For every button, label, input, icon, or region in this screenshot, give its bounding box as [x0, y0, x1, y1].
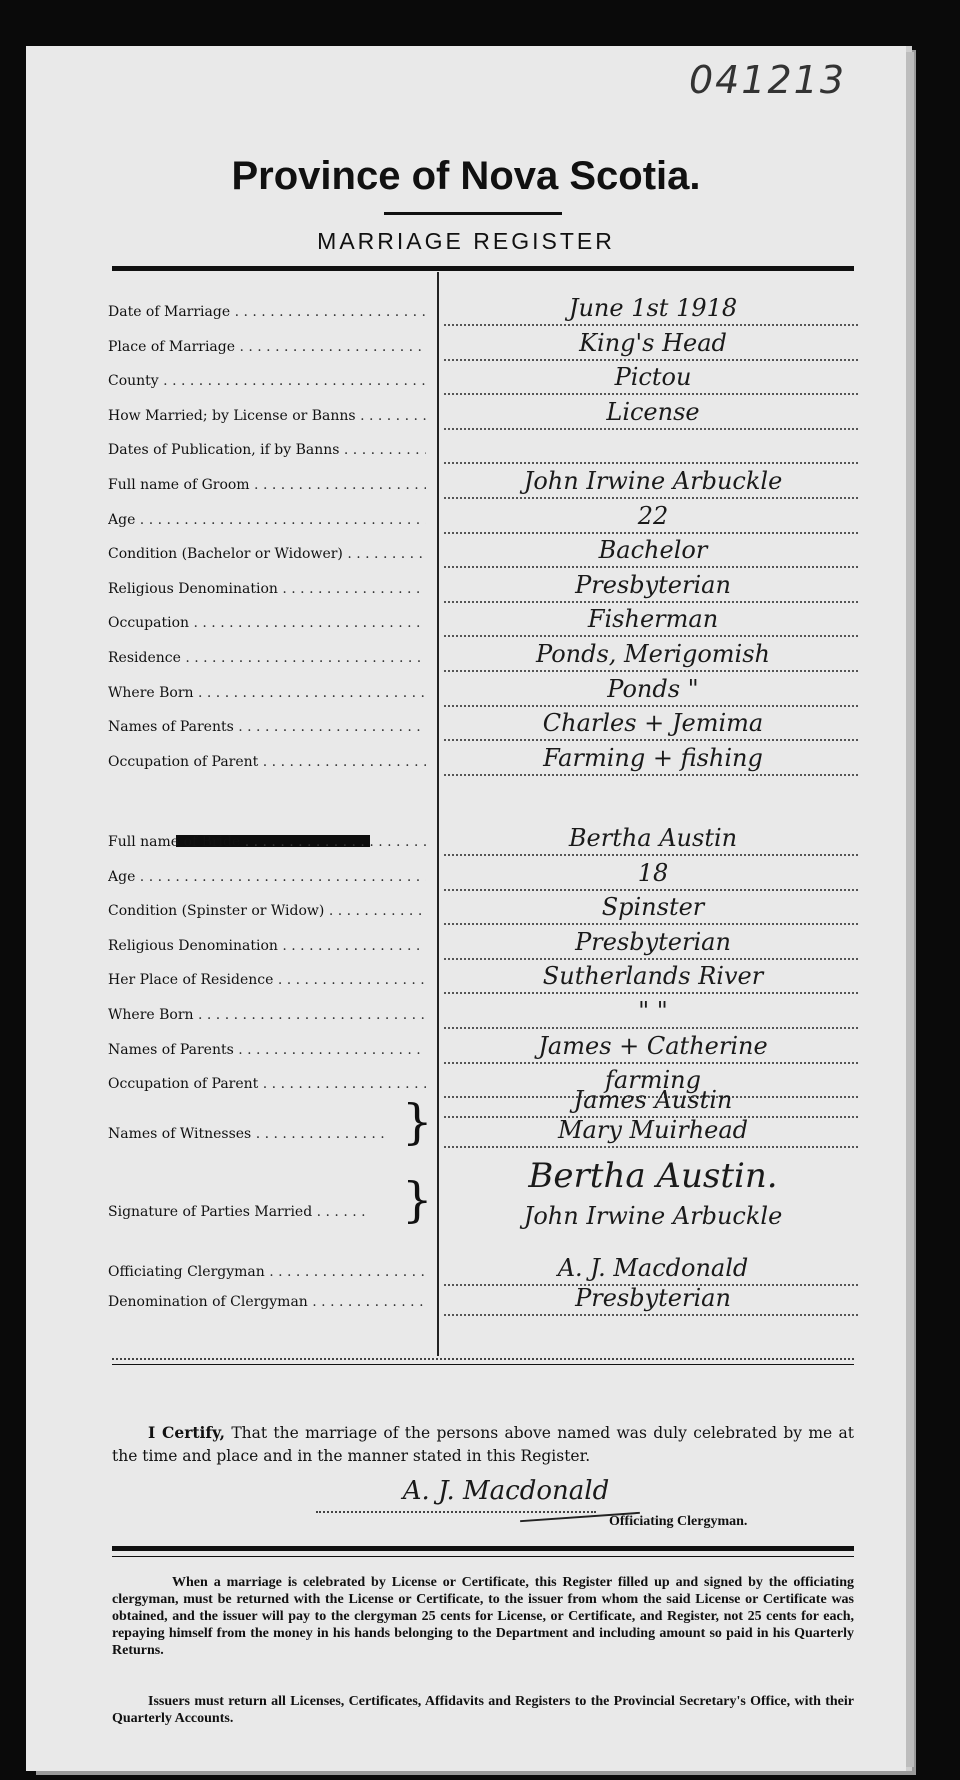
- dotted-line: [444, 739, 858, 741]
- document-subtitle: MARRIAGE REGISTER: [317, 228, 615, 254]
- field-row: [26, 536, 906, 572]
- field-row: [26, 858, 906, 895]
- field-value: James + Catherine: [538, 1031, 768, 1060]
- field-label: Place of Marriage . . .: [108, 339, 426, 355]
- dotted-line: [444, 393, 858, 395]
- field-value: Presbyterian: [575, 1284, 731, 1312]
- dotted-line: [444, 923, 858, 925]
- dotted-line: [444, 601, 858, 603]
- field-row: [26, 962, 906, 998]
- field-value: James Austin: [573, 1086, 733, 1114]
- field-row: [26, 640, 906, 676]
- dotted-line: [444, 462, 858, 464]
- notice-paragraph-2: Issuers must return all Licenses, Certificates, Affidavits and Registers to the Provincial Secretary's Office, with their Quarterly Accounts.: [112, 1694, 854, 1726]
- field-value: June 1st 1918: [568, 294, 738, 322]
- field-value: Ponds ": [607, 674, 699, 703]
- field-label: Dates of Publication, if by Banns . . .: [108, 442, 426, 458]
- field-value: Ponds, Merigomish: [536, 640, 770, 668]
- field-row: [26, 743, 906, 780]
- field-value: Sutherlands River: [542, 962, 764, 991]
- field-value: Farming + fishing: [543, 743, 763, 772]
- title-rule: [384, 212, 562, 215]
- certify-lead: I Certify,: [148, 1423, 226, 1442]
- field-row: [26, 1031, 906, 1068]
- field-label: Occupation . . .: [108, 615, 426, 631]
- dotted-line: [444, 497, 858, 499]
- field-row: [26, 893, 906, 929]
- dotted-line: [444, 958, 858, 960]
- signature-1-row: [26, 1156, 906, 1196]
- notice-paragraph-1: When a marriage is celebrated by License or Certificate, this Register filled up and signed by the officiating clergyman, must be returned with the License or Certificate, to the issuer from whom the said License or Certificate was obtained, and the issuer will pay to the clergyman 25 cents for License, or Certificate, and Register, not 25 cents for each, repaying himself from the money in his hands belonging to the Department and including amount so paid in his Quarterly Returns.: [112, 1575, 854, 1658]
- field-label: Religious Denomination . . .: [108, 938, 426, 954]
- field-value: John Irwine Arbuckle: [523, 1202, 783, 1230]
- dotted-line: [444, 566, 858, 568]
- field-label: Occupation of Parent . . .: [108, 754, 426, 770]
- dotted-line: [444, 992, 858, 994]
- dotted-line: [444, 670, 858, 672]
- clergyman-signature: A. J. Macdonald: [402, 1476, 610, 1506]
- field-row: [26, 363, 906, 399]
- dotted-line: [444, 532, 858, 534]
- field-label: Names of Witnesses . . .: [108, 1126, 388, 1142]
- field-label: County . . .: [108, 373, 426, 389]
- witness-2-row: [26, 1116, 906, 1152]
- field-label: Officiating Clergyman . . .: [108, 1264, 426, 1280]
- field-row: [26, 438, 906, 468]
- field-row: [26, 605, 906, 641]
- field-label: Where Born . . .: [108, 1007, 426, 1023]
- field-label: Occupation of Parent . . .: [108, 1076, 426, 1092]
- section-dotted-rule: [112, 1358, 854, 1360]
- dotted-line: [444, 359, 858, 361]
- field-value: Charles + Jemima: [542, 709, 764, 738]
- field-row: [26, 328, 906, 365]
- dotted-line: [444, 1062, 858, 1064]
- register-sheet: [26, 46, 906, 1771]
- field-value: Presbyterian: [575, 570, 731, 599]
- document-title: Province of Nova Scotia.: [231, 154, 701, 198]
- issuer-instructions: [112, 1693, 854, 1727]
- field-row: [26, 997, 906, 1033]
- field-value: Bachelor: [598, 536, 708, 565]
- signature-2-row: [26, 1202, 906, 1238]
- field-label: Signature of Parties Married . . .: [108, 1204, 370, 1220]
- field-label: Her Place of Residence . . .: [108, 972, 426, 988]
- field-value: " ": [638, 997, 668, 1025]
- field-label: Names of Parents . . .: [108, 1042, 426, 1058]
- signature-dotted-line: [316, 1511, 596, 1513]
- dotted-line: [444, 1146, 858, 1148]
- field-value: King's Head: [579, 328, 727, 357]
- dotted-line: [444, 635, 858, 637]
- field-value: Bertha Austin.: [528, 1156, 778, 1196]
- signature-brace: }: [402, 1172, 433, 1228]
- dotted-line: [444, 1314, 858, 1316]
- field-label: Age . . .: [108, 512, 426, 528]
- field-label: Denomination of Clergyman . . .: [108, 1294, 426, 1310]
- officiating-clergyman-label: Officiating Clergyman.: [609, 1514, 748, 1529]
- field-value: Presbyterian: [575, 927, 731, 956]
- field-label: Age . . .: [108, 869, 426, 885]
- field-label: Full name of Groom . . .: [108, 477, 426, 493]
- field-value: Fisherman: [587, 605, 719, 634]
- clergy-denomination-row: [26, 1284, 906, 1320]
- field-value: License: [606, 397, 700, 426]
- field-value: 22: [637, 501, 669, 530]
- field-value: Mary Muirhead: [557, 1116, 749, 1144]
- dotted-line: [444, 854, 858, 856]
- page-edge: [906, 52, 914, 1767]
- field-value: Spinster: [601, 893, 705, 922]
- field-label: Where Born . . .: [108, 685, 426, 701]
- dotted-line: [444, 889, 858, 891]
- field-value: Pictou: [614, 363, 692, 392]
- field-row: [26, 927, 906, 964]
- header-rule: [112, 266, 854, 271]
- field-value: farming: [605, 1066, 701, 1095]
- field-label: Date of Marriage . . .: [108, 304, 426, 320]
- register-number: 041213: [688, 58, 846, 102]
- field-row: [26, 709, 906, 745]
- field-row: [26, 570, 906, 607]
- dotted-line: [444, 774, 858, 776]
- field-value: Bertha Austin: [568, 824, 738, 852]
- field-row: [26, 294, 906, 330]
- certify-body: That the marriage of the persons above named was duly celebrated by me at the time and place and in the manner stated in this Register.: [112, 1424, 854, 1465]
- field-row: [26, 467, 906, 503]
- field-label: Full name of Bride . . .: [108, 834, 426, 850]
- field-row: [26, 501, 906, 538]
- field-label: Condition (Spinster or Widow) . . .: [108, 903, 426, 919]
- field-label: How Married; by License or Banns . . .: [108, 408, 426, 424]
- field-label: Residence . . .: [108, 650, 426, 666]
- section-rule: [112, 1364, 854, 1365]
- witness-brace: }: [402, 1094, 433, 1150]
- return-instructions: [112, 1574, 854, 1659]
- dotted-line: [444, 324, 858, 326]
- field-label: Religious Denomination . . .: [108, 581, 426, 597]
- field-row: [26, 674, 906, 711]
- dotted-line: [444, 428, 858, 430]
- dotted-line: [444, 1027, 858, 1029]
- field-label: Names of Parents . . .: [108, 719, 426, 735]
- field-value: 18: [637, 858, 669, 887]
- field-value: A. J. Macdonald: [557, 1254, 749, 1282]
- field-value: John Irwine Arbuckle: [523, 467, 783, 495]
- dotted-line: [444, 705, 858, 707]
- certification-text: [112, 1421, 854, 1468]
- footer-rule-thick: [112, 1546, 854, 1551]
- field-label: Condition (Bachelor or Widower) . . .: [108, 546, 426, 562]
- field-row: [26, 824, 906, 860]
- footer-rule-thin: [112, 1556, 854, 1557]
- field-row: [26, 397, 906, 434]
